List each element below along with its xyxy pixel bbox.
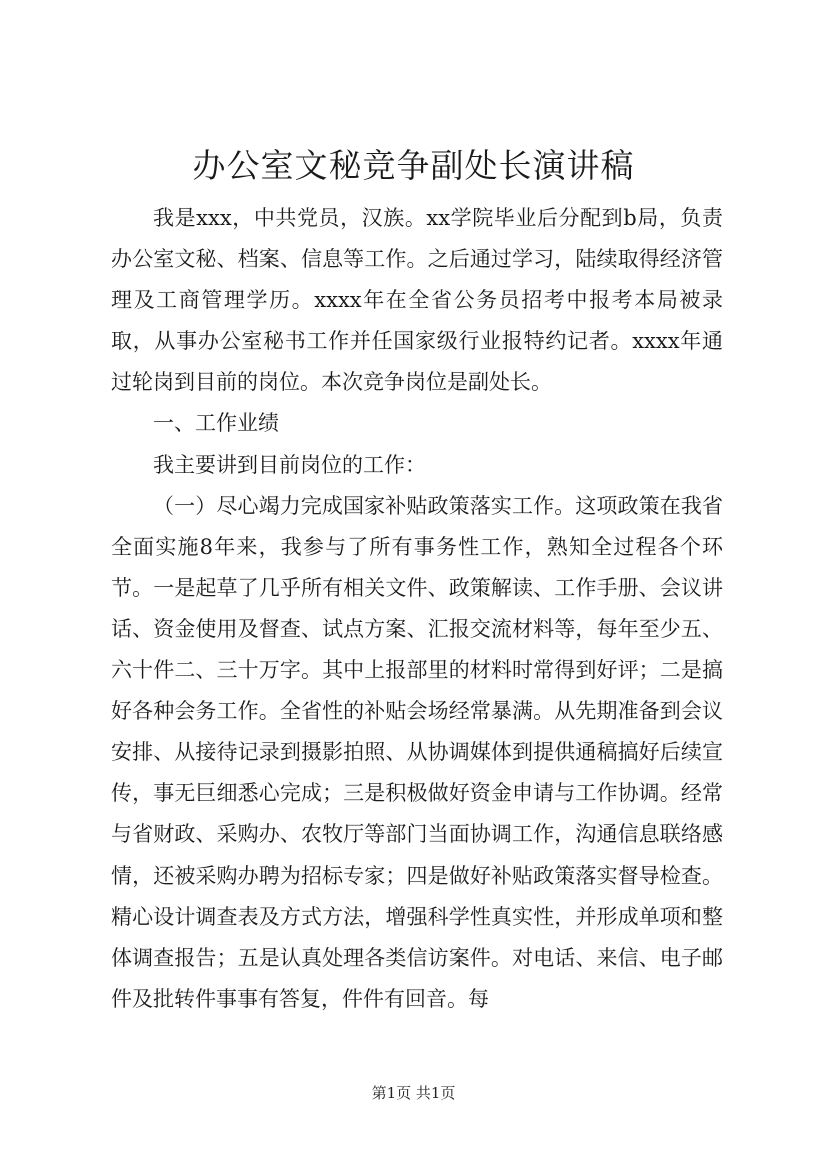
- page-footer: 第1页 共1页: [371, 1084, 456, 1102]
- document-body: [111, 198, 723, 1020]
- section-heading-work-performance: 一、工作业绩: [153, 411, 279, 436]
- paragraph-current-post: 我主要讲到目前岗位的工作：: [153, 452, 426, 477]
- paragraph-intro: 我是xxx，中共党员，汉族。xx学院毕业后分配到b局，负责办公室文秘、档案、信息等工作。之后通过学习，陆续取得经济管理及工商管理学历。xxxx年在全省公务员招考中报考本局被录取，从事办公室秘书工作并任国家级行业报特约记者。xxxx年通过轮岗到目前的岗位。本次竞争岗位是副处长。: [111, 206, 723, 395]
- paragraph-subsidy-policy: （一）尽心竭力完成国家补贴政策落实工作。这项政策在我省全面实施8年来，我参与了所有事务性工作，熟知全过程各个环节。一是起草了几乎所有相关文件、政策解读、工作手册、会议讲话、资金使用及督查、试点方案、汇报交流材料等，每年至少五、六十件二、三十万字。其中上报部里的材料时常得到好评；二是搞好各种会务工作。全省性的补贴会场经常暴满。从先期准备到会议安排、从接待记录到摄影拍照、从协调媒体到提供通稿搞好后续宣传，事无巨细悉心完成；三是积极做好资金申请与工作协调。经常与省财政、采购办、农牧厅等部门当面协调工作，沟通信息联络感情，还被采购办聘为招标专家；四是做好补贴政策落实督导检查。精心设计调查表及方式方法，增强科学性真实性，并形成单项和整体调查报告；五是认真处理各类信访案件。对电话、来信、电子邮件及批转件事事有答复，件件有回音。每: [111, 493, 723, 1011]
- document-title: 办公室文秘竞争副处长演讲稿: [192, 146, 635, 185]
